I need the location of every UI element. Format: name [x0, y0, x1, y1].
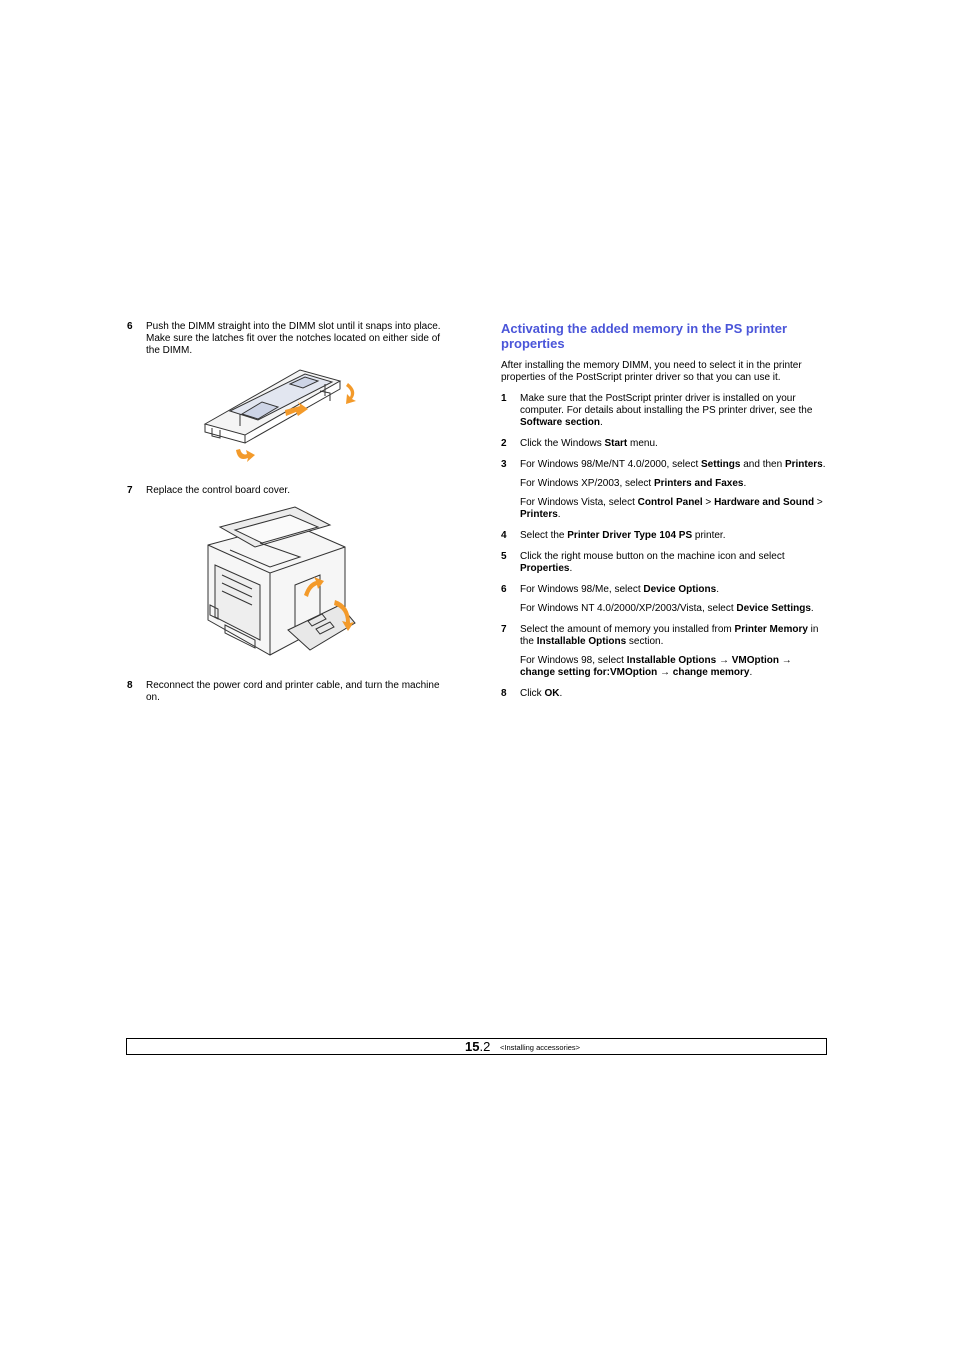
device-settings-ref: Device Settings [736, 603, 811, 614]
section-title: Activating the added memory in the PS printer properties [501, 321, 788, 351]
control-panel-ref: Control Panel [637, 497, 703, 508]
right-column [501, 321, 827, 709]
step-number: 6 [127, 321, 133, 332]
step-text: . [569, 563, 573, 574]
step-text: Push the DIMM straight into the DIMM slot until it snaps into place. Make sure the latches fit over the notches located on either side of the DIMM. [146, 321, 441, 356]
step-8 [127, 680, 452, 704]
left-column [127, 321, 452, 366]
step-7-98 [501, 655, 827, 679]
step-text: Click the Windows [520, 438, 605, 449]
step-text: section. [626, 636, 664, 647]
step-text: . [749, 667, 753, 678]
printers-ref: Printers [784, 459, 823, 470]
step-text: in the [520, 624, 819, 647]
hardware-sound-ref: Hardware and Sound [714, 497, 815, 508]
step-number: 7 [127, 485, 133, 496]
step-8 [501, 688, 827, 700]
step-text: . [810, 603, 814, 614]
step-text: printer. [692, 530, 726, 541]
step-3-vista [501, 497, 827, 521]
arrow-icon: → [718, 655, 729, 666]
arrow-icon: → [781, 655, 792, 666]
installable-options-ref: Installable Options [536, 636, 627, 647]
step-number: 2 [501, 438, 507, 449]
step-text: For Windows 98, select [520, 655, 627, 666]
step-number: 4 [501, 530, 507, 541]
arrow-icon: → [660, 667, 670, 678]
step-2 [501, 438, 827, 450]
step-7 [501, 624, 827, 648]
step-number: 5 [501, 551, 507, 562]
dimm-insertion-illustration [200, 366, 365, 471]
vmoption-ref: VMOption [731, 655, 779, 666]
step-text: For Windows XP/2003, select [520, 478, 654, 489]
step-number: 8 [127, 680, 133, 691]
step-text: For Windows 98/Me/NT 4.0/2000, select [520, 459, 702, 470]
step-text: . [557, 509, 561, 520]
start-menu-ref: Start [604, 438, 628, 449]
change-memory-ref: change memory [672, 667, 750, 678]
page-suffix: .2 [479, 1039, 491, 1054]
latch-arrow-icon [236, 449, 255, 462]
step-3 [501, 459, 827, 471]
step-text: Click [520, 688, 545, 699]
step-text: > [814, 497, 823, 508]
printers-faxes-ref: Printers and Faxes [653, 478, 744, 489]
step-3-xp [501, 478, 827, 490]
step-text: . [559, 688, 563, 699]
step-text: and then [740, 459, 785, 470]
step-text: For Windows NT 4.0/2000/XP/2003/Vista, select [520, 603, 737, 614]
step-text: Make sure that the PostScript printer driver is installed on your computer. For details about installing the PS printer driver, see the [520, 393, 813, 416]
step-5 [501, 551, 827, 575]
step-text: > [702, 497, 715, 508]
step-text: Replace the control board cover. [146, 485, 290, 496]
left-column-step8 [127, 680, 452, 713]
page-footer [126, 1038, 827, 1055]
step-number: 3 [501, 459, 507, 470]
page-number [465, 1039, 490, 1054]
step-text: menu. [627, 438, 658, 449]
step-text: For Windows Vista, select [520, 497, 638, 508]
step-text: . [743, 478, 747, 489]
properties-ref: Properties [520, 563, 570, 574]
chapter-number: 15 [465, 1039, 480, 1054]
step-6 [127, 321, 452, 357]
step-6-nt [501, 603, 827, 615]
step-text: Select the [520, 530, 568, 541]
left-column-step7 [127, 485, 452, 506]
step-6 [501, 584, 827, 596]
software-section-ref: Software section [520, 417, 601, 428]
step-text: . [822, 459, 826, 470]
step-text: Click the right mouse button on the machine icon and select [520, 551, 785, 562]
printers-ref: Printers [520, 509, 558, 520]
printer-cover-illustration [200, 505, 360, 665]
installable-options-ref: Installable Options [626, 655, 717, 666]
driver-type-ref: Printer Driver Type 104 PS [567, 530, 693, 541]
step-text: Reconnect the power cord and printer cable, and turn the machine on. [146, 680, 440, 703]
step-text: . [716, 584, 719, 595]
step-number: 8 [501, 688, 507, 699]
step-text: For Windows 98/Me, select [520, 584, 644, 595]
change-setting-ref: change setting for:VMOption [520, 667, 658, 678]
device-options-ref: Device Options [643, 584, 717, 595]
step-text: Select the amount of memory you installed from [520, 624, 735, 635]
step-text: . [600, 417, 603, 428]
step-number: 1 [501, 393, 507, 404]
footer-section-name: <Installing accessories> [500, 1043, 581, 1052]
step-1 [501, 393, 827, 429]
settings-ref: Settings [701, 459, 741, 470]
intro-paragraph: After installing the memory DIMM, you need to select it in the printer properties of the PostScript printer driver so that you can use it. [501, 360, 802, 383]
step-4 [501, 530, 827, 542]
step-number: 6 [501, 584, 507, 595]
latch-arrow-icon [346, 383, 356, 404]
ok-ref: OK [544, 688, 560, 699]
step-number: 7 [501, 624, 507, 635]
step-7 [127, 485, 452, 497]
printer-memory-ref: Printer Memory [734, 624, 808, 635]
